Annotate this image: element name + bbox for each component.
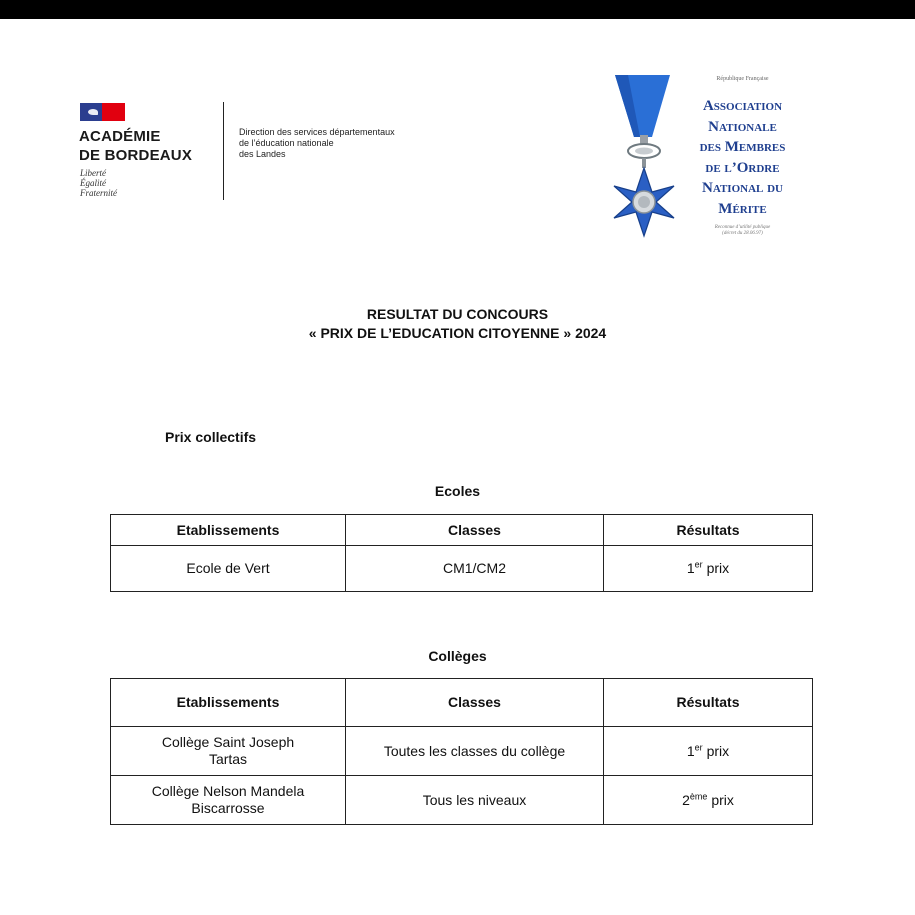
direction-line2: de l’éducation nationale bbox=[239, 138, 334, 148]
academie-name-line1: ACADÉMIE bbox=[79, 128, 161, 145]
association-block bbox=[690, 76, 795, 237]
top-black-bar bbox=[0, 0, 915, 19]
marianne-flag-logo bbox=[80, 103, 125, 121]
table-row bbox=[111, 776, 813, 825]
rank-suffix: er bbox=[694, 741, 703, 752]
prix-label: prix bbox=[706, 742, 730, 759]
cell-resultat bbox=[604, 546, 813, 592]
table-row bbox=[111, 546, 813, 592]
academie-name bbox=[79, 127, 192, 165]
association-republique: République Française bbox=[716, 76, 769, 82]
document-title-line2: « PRIX DE L’EDUCATION CITOYENNE » 2024 bbox=[308, 325, 607, 341]
column-header-classes: Classes bbox=[346, 679, 604, 727]
cell-classe: CM1/CM2 bbox=[346, 546, 604, 592]
etablissement-name: Collège Nelson Mandela bbox=[151, 783, 305, 799]
table-row bbox=[111, 727, 813, 776]
direction-text bbox=[239, 127, 395, 160]
cell-etablissement bbox=[111, 727, 346, 776]
academie-name-line2: DE BORDEAUX bbox=[79, 147, 193, 164]
column-header-etablissements: Etablissements bbox=[111, 679, 346, 727]
cell-resultat bbox=[604, 727, 813, 776]
association-name bbox=[690, 96, 795, 219]
ecoles-caption: Ecoles bbox=[434, 483, 481, 499]
rank-number: 2 bbox=[682, 791, 690, 808]
motto-liberte: Liberté bbox=[80, 168, 106, 178]
motto-egalite: Égalité bbox=[80, 178, 106, 188]
rank-number: 1 bbox=[686, 742, 695, 759]
association-recognition-line1: Reconnue d’utilité publique bbox=[714, 225, 771, 230]
etablissement-town: Tartas bbox=[208, 751, 248, 767]
direction-line1: Direction des services départementaux bbox=[239, 127, 395, 137]
logo-divider bbox=[223, 102, 224, 200]
etablissement-town: Biscarrosse bbox=[191, 800, 265, 816]
cell-resultat bbox=[604, 776, 813, 825]
table-header-row bbox=[111, 515, 813, 546]
cell-classe: Tous les niveaux bbox=[346, 776, 604, 825]
etablissement-name: Collège Saint Joseph bbox=[161, 734, 295, 750]
association-recognition bbox=[690, 225, 795, 237]
association-name-line4: de l’Ordre bbox=[705, 159, 780, 176]
association-name-line1: Association bbox=[702, 98, 783, 114]
column-header-classes: Classes bbox=[346, 515, 604, 546]
ecoles-table bbox=[110, 514, 813, 592]
cell-classe: Toutes les classes du collège bbox=[346, 727, 604, 776]
association-name-line6: Mérite bbox=[718, 200, 767, 217]
colleges-table bbox=[110, 678, 813, 825]
prix-label: prix bbox=[711, 791, 734, 808]
cell-etablissement: Ecole de Vert bbox=[111, 546, 346, 592]
republic-motto bbox=[80, 168, 117, 198]
direction-line3: des Landes bbox=[239, 149, 286, 159]
colleges-caption: Collèges bbox=[428, 648, 487, 664]
section-heading: Prix collectifs bbox=[165, 429, 257, 445]
rank-suffix: ème bbox=[689, 790, 708, 801]
column-header-etablissements: Etablissements bbox=[111, 515, 346, 546]
rank-number: 1 bbox=[686, 560, 695, 576]
column-header-resultats: Résultats bbox=[604, 679, 813, 727]
prix-label: prix bbox=[706, 560, 730, 576]
cell-etablissement bbox=[111, 776, 346, 825]
table-header-row bbox=[111, 679, 813, 727]
column-header-resultats: Résultats bbox=[604, 515, 813, 546]
rank-suffix: er bbox=[694, 559, 703, 570]
association-recognition-line2: (décret du 28.06.97) bbox=[722, 231, 763, 236]
motto-fraternite: Fraternité bbox=[80, 188, 117, 198]
association-name-line2: Nationale bbox=[708, 118, 777, 135]
document-title-line1: RESULTAT DU CONCOURS bbox=[366, 306, 549, 322]
ordre-national-du-merite-medal-icon bbox=[610, 75, 685, 240]
association-name-line5: National du bbox=[702, 180, 783, 196]
association-name-line3: des Membres bbox=[699, 139, 786, 155]
